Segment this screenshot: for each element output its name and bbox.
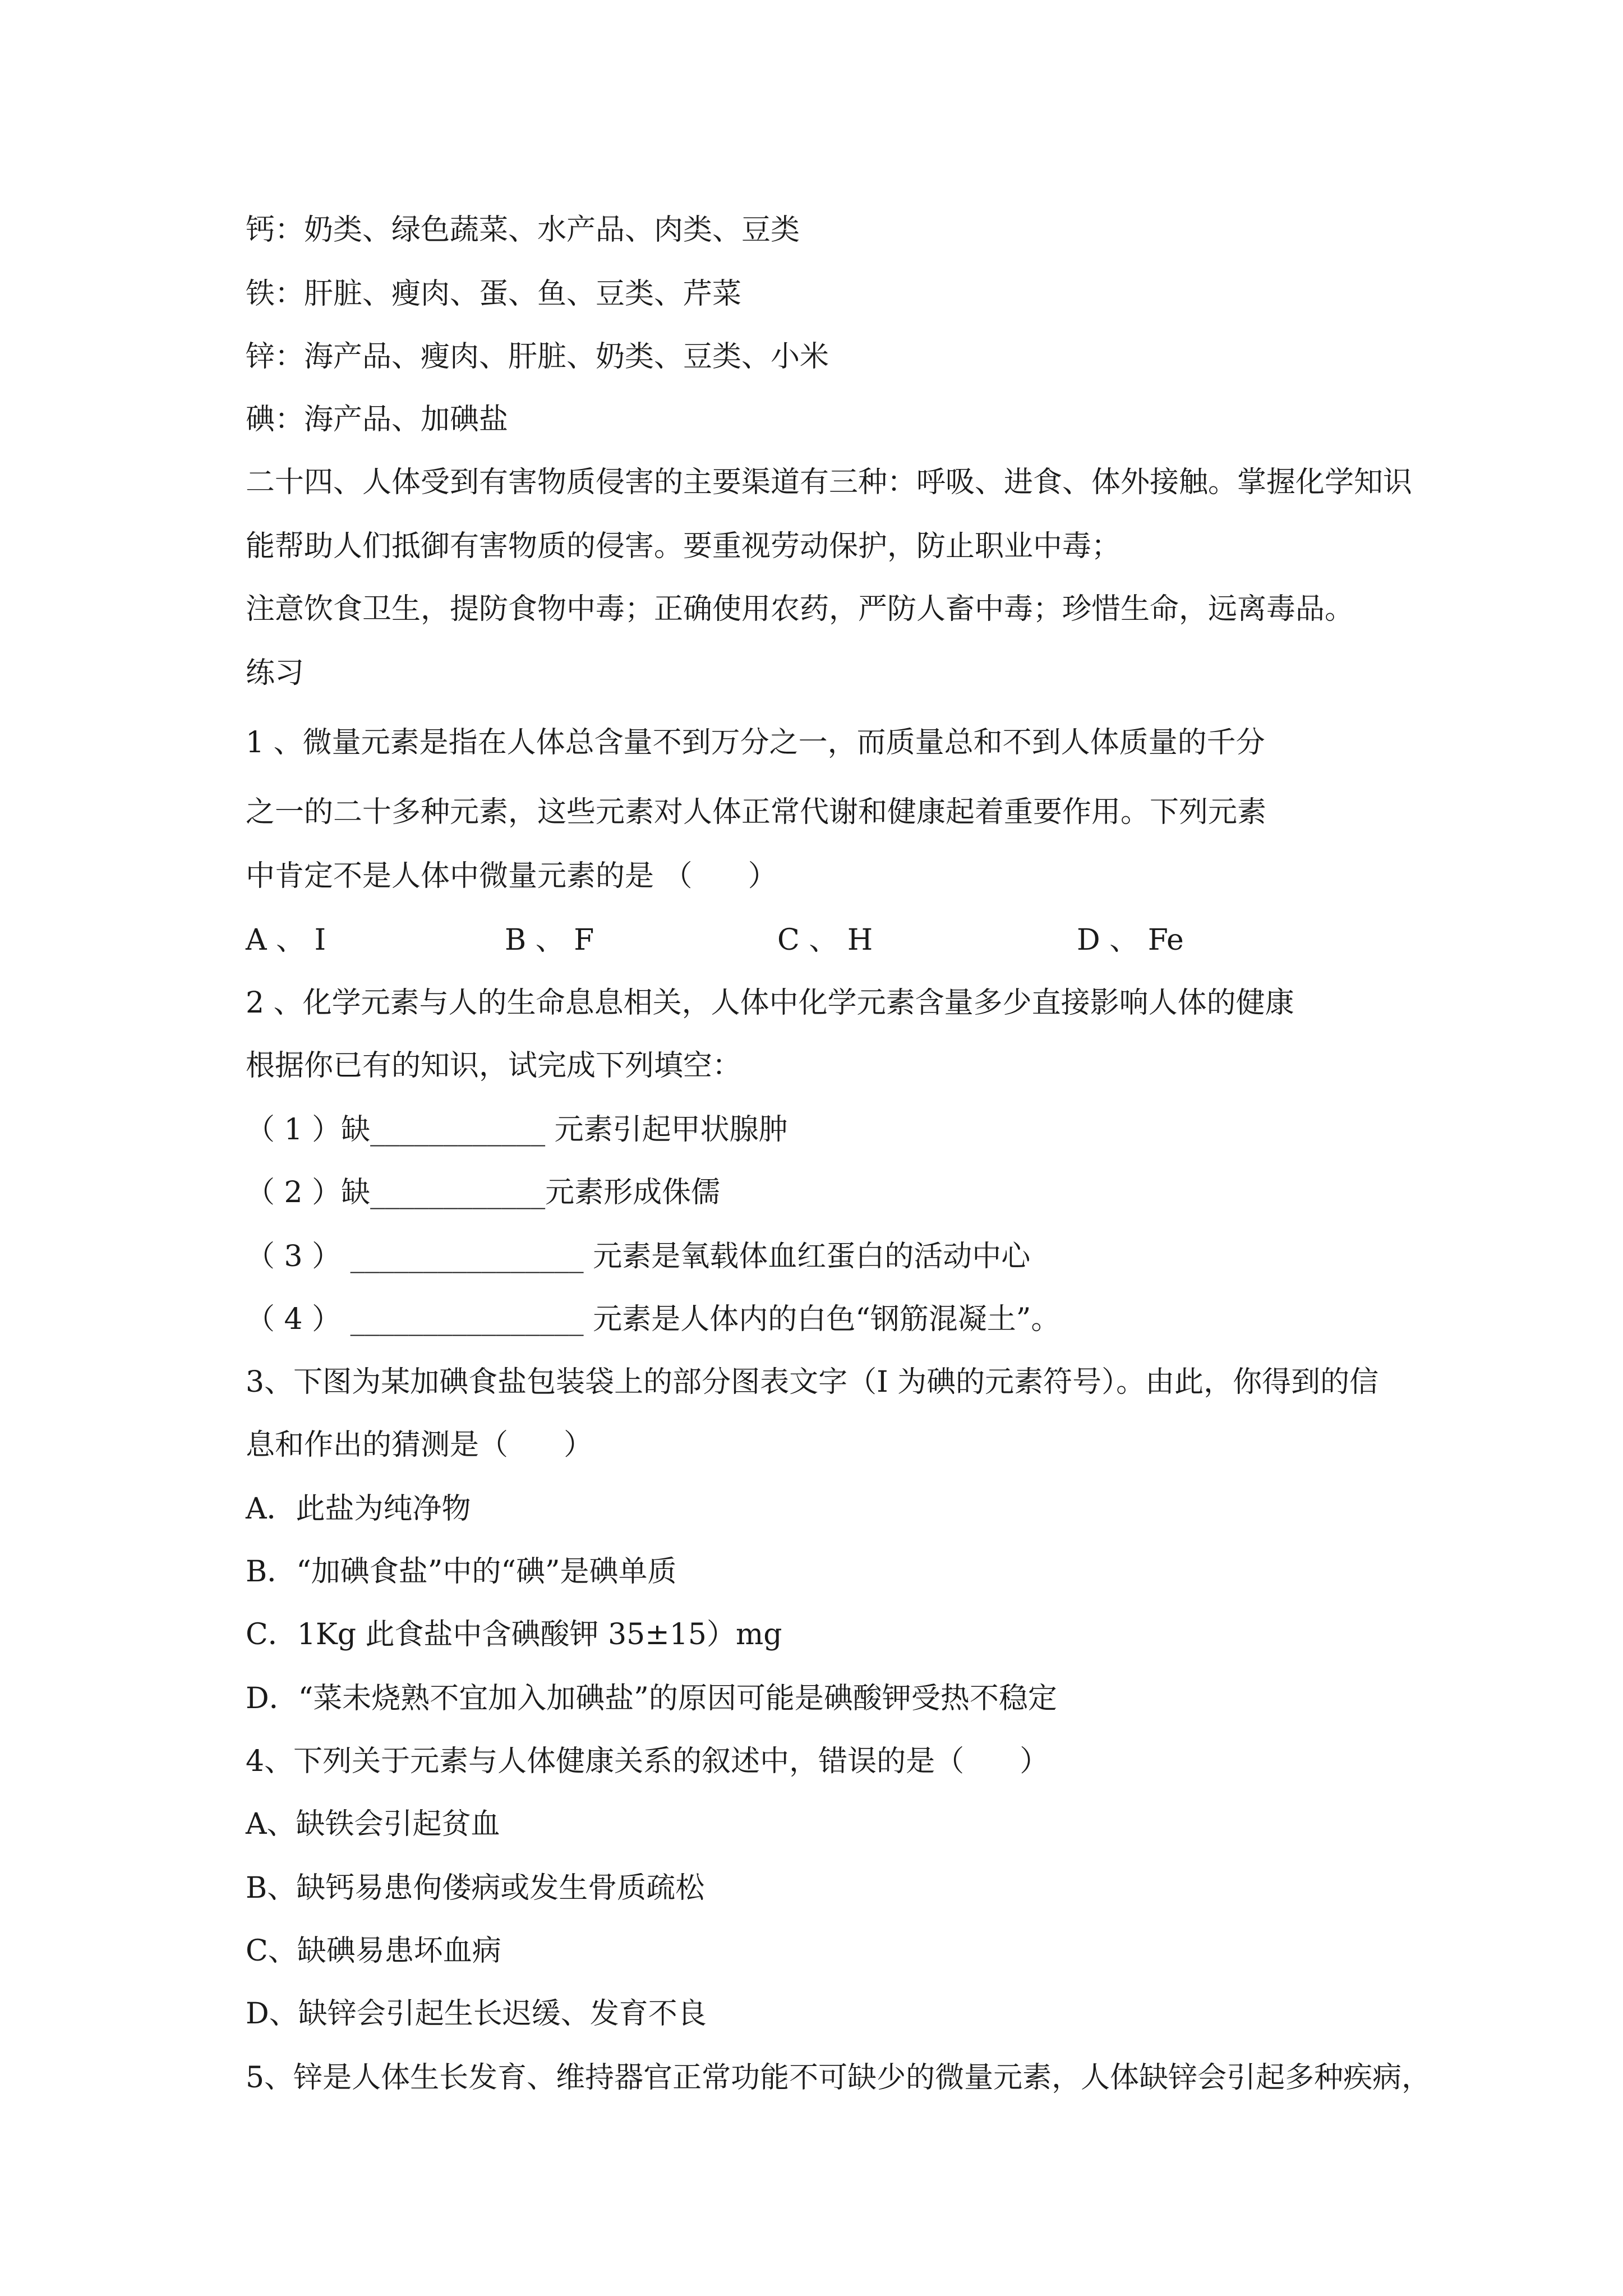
q1-line2: 之一的二十多种元素，这些元素对人体正常代谢和健康起着重要作用。下列元素 xyxy=(246,795,1267,829)
food-source-iron: 铁：肝脏、瘦肉、蛋、鱼、豆类、芹菜 xyxy=(246,277,742,311)
q4-line1: 4、下列关于元素与人体健康关系的叙述中，错误的是（ ） xyxy=(246,1745,1049,1778)
q2-blank-1: （ 1 ）缺____________ 元素引起甲状腺肿 xyxy=(246,1113,788,1147)
q5-line1: 5、锌是人体生长发育、维持器官正常功能不可缺少的微量元素，人体缺锌会引起多种疾病， xyxy=(246,2061,1431,2095)
q3-line2: 息和作出的猜测是（ ） xyxy=(246,1428,593,1462)
q2-blank-4: （ 4 ） ________________ 元素是人体内的白色“钢筋混凝土”。 xyxy=(246,1303,1061,1336)
q1-line1: 1 、微量元素是指在人体总含量不到万分之一，而质量总和不到人体质量的千分 xyxy=(246,726,1265,760)
q4-option-a: A、缺铁会引起贫血 xyxy=(246,1807,500,1841)
section24-line1: 二十四、人体受到有害物质侵害的主要渠道有三种：呼吸、进食、体外接触。掌握化学知识 xyxy=(246,466,1413,499)
q3-option-a: A．此盐为纯净物 xyxy=(246,1492,471,1526)
q4-option-d: D、缺锌会引起生长迟缓、发育不良 xyxy=(246,1997,707,2031)
q3-option-d: D．“菜未烧熟不宜加入加碘盐”的原因可能是碘酸钾受热不稳定 xyxy=(246,1682,1057,1715)
section24-line3: 注意饮食卫生，提防食物中毒；正确使用农药，严防人畜中毒；珍惜生命，远离毒品。 xyxy=(246,592,1354,626)
q2-blank-2: （ 2 ）缺____________元素形成侏儒 xyxy=(246,1176,721,1209)
q3-line1: 3、下图为某加碘食盐包装袋上的部分图表文字（I 为碘的元素符号）。由此，你得到的信 xyxy=(246,1365,1379,1399)
q1-option-a: A 、 I xyxy=(246,923,326,957)
food-source-iodine: 碘：海产品、加碘盐 xyxy=(246,403,509,436)
food-source-calcium: 钙：奶类、绿色蔬菜、水产品、肉类、豆类 xyxy=(246,213,800,247)
q3-option-c: C．1Kg 此食盐中含碘酸钾 35±15）mg xyxy=(246,1618,782,1651)
q1-line3: 中肯定不是人体中微量元素的是 （ ） xyxy=(246,859,777,893)
section24-line2: 能帮助人们抵御有害物质的侵害。要重视劳动保护，防止职业中毒； xyxy=(246,530,1121,563)
q3-option-b: B．“加碘食盐”中的“碘”是碘单质 xyxy=(246,1555,677,1589)
q1-option-d: D 、 Fe xyxy=(1077,923,1184,957)
q4-option-c: C、缺碘易患坏血病 xyxy=(246,1934,501,1968)
q1-option-c: C 、 H xyxy=(777,923,873,957)
q1-option-b: B 、 F xyxy=(505,923,594,957)
q4-option-b: B、缺钙易患佝偻病或发生骨质疏松 xyxy=(246,1871,705,1905)
q2-blank-3: （ 3 ） ________________ 元素是氧载体血红蛋白的活动中心 xyxy=(246,1240,1031,1273)
q2-line1: 2 、化学元素与人的生命息息相关，人体中化学元素含量多少直接影响人体的健康 xyxy=(246,986,1294,1020)
q2-line2: 根据你已有的知识，试完成下列填空： xyxy=(246,1049,742,1083)
food-source-zinc: 锌：海产品、瘦肉、肝脏、奶类、豆类、小米 xyxy=(246,340,829,374)
exercise-heading: 练习 xyxy=(246,656,305,690)
